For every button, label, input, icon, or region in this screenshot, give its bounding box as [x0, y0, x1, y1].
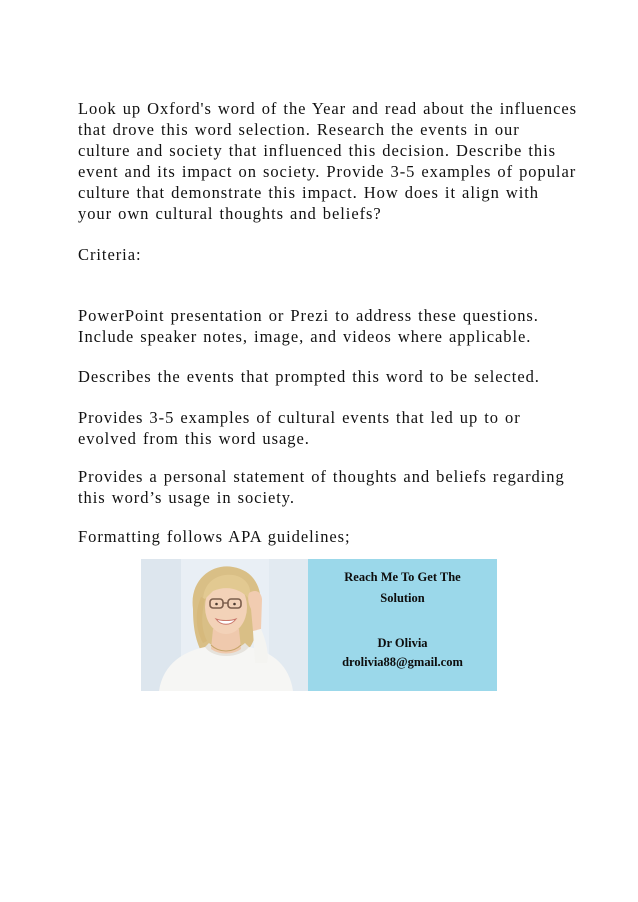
- contact-banner: [141, 559, 497, 691]
- woman-portrait-icon: [141, 559, 308, 691]
- contact-info-panel: [308, 559, 497, 691]
- contact-name: Dr Olivia: [377, 636, 428, 650]
- contact-email: drolivia88@gmail.com: [342, 655, 463, 669]
- solution-text: Solution: [380, 591, 425, 605]
- describes-events-criterion: Describes the events that prompted this word to be selected.: [78, 367, 540, 386]
- formatting-criterion: Formatting follows APA guidelines;: [78, 527, 351, 546]
- cultural-examples-criterion: Provides 3-5 examples of cultural events that led up to or evolved from this word usage.: [78, 408, 521, 448]
- criteria-heading: Criteria:: [78, 245, 142, 264]
- intro-paragraph: Look up Oxford's word of the Year and read about the influences that drove this word selection. Research the events in our culture and society that influenced this decision. Describe this event and its impact on society. Provide 3-5 examples of popular culture that demonstrate this impact. How does it align with your own cultural thoughts and beliefs?: [78, 99, 578, 223]
- smiling-woman-photo: [141, 559, 308, 691]
- reach-me-text: Reach Me To Get The: [344, 570, 461, 584]
- powerpoint-criterion: PowerPoint presentation or Prezi to address these questions. Include speaker notes, image, and videos where applicable.: [78, 306, 539, 346]
- personal-statement-criterion: Provides a personal statement of thoughts and beliefs regarding this word’s usage in society.: [78, 467, 565, 507]
